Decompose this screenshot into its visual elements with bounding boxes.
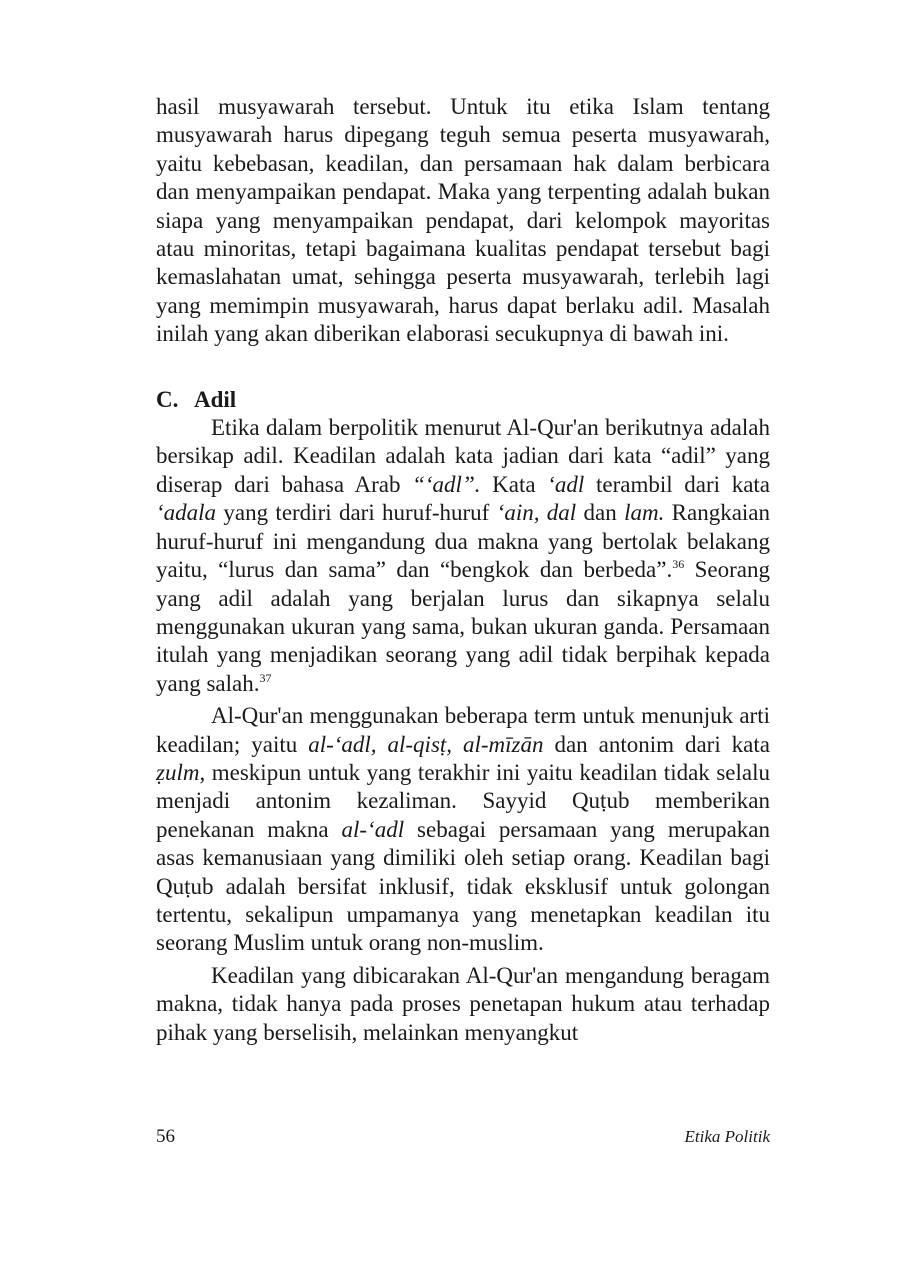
page-body xyxy=(156,93,770,1047)
footnote-ref-37: 37 xyxy=(259,670,272,685)
page-number: 56 xyxy=(156,1126,175,1147)
paragraph-musyawarah-conclusion: hasil musyawarah tersebut. Untuk itu etika Islam tentang musyawarah harus dipegang teguh semua peserta musyawarah, yaitu kebebasan, keadilan, dan persamaan hak dalam berbicara dan menyampaikan pendapat. Maka yang terpenting adalah bukan siapa yang menyampaikan pendapat, dari kelompok mayoritas atau minoritas, tetapi bagaimana kualitas pendapat tersebut bagi kemaslahatan umat, sehingga peserta musyawarah, terlebih lagi yang memimpin musyawarah, harus dapat berlaku adil. Masalah inilah yang akan diberikan elaborasi secukupnya di bawah ini. xyxy=(156,94,770,347)
section-heading xyxy=(156,386,770,414)
page-footer xyxy=(156,1126,770,1156)
paragraph-adil-definition: Etika dalam berpolitik menurut Al-Qur'an berikutnya adalah bersikap adil. Keadilan adalah kata jadian dari kata “adil” yang diserap dari bahasa Arab “‘adl”. Kata ‘adl terambil dari kata ‘adala yang terdiri dari huruf-huruf ‘ain, dal dan lam. Rangkaian huruf-huruf ini mengandung dua makna yang bertolak belakang yaitu, “lurus dan sama” dan “bengkok dan berbeda”.$^{36}$ Seorang yang adil adalah yang berjalan lurus dan sikapnya selalu menggunakan ukuran yang sama, bukan ukuran ganda. Persamaan itulah yang menjadikan seorang yang adil tidak berpihak kepada yang salah.$^{37}$ xyxy=(156,415,770,696)
section-letter: C. xyxy=(156,386,179,412)
paragraph-quran-terms: Al-Qur'an menggunakan beberapa term untuk menunjuk arti keadilan; yaitu al-‘adl, al-qisṭ, al-mīzān dan antonim dari kata ẓulm, meskipun untuk yang terakhir ini yaitu keadilan tidak selalu menjadi antonim kezaliman. Sayyid Quṭub memberikan penekanan makna al-‘adl sebagai persamaan yang merupakan asas kemanusiaan yang dimiliki oleh setiap orang. Keadilan bagi Quṭub adalah bersifat inklusif, tidak eksklusif untuk golongan tertentu, sekalipun umpamanya yang menetapkan keadilan itu seorang Muslim untuk orang non-muslim. xyxy=(156,703,770,956)
section-title: Adil xyxy=(194,386,237,412)
footnote-ref-36: 36 xyxy=(672,557,685,572)
paragraph-keadilan-meanings: Keadilan yang dibicarakan Al-Qur'an mengandung beragam makna, tidak hanya pada proses penetapan hukum atau terhadap pihak yang berselisih, melainkan menyangkut xyxy=(156,962,770,1045)
running-title: Etika Politik xyxy=(684,1127,770,1146)
